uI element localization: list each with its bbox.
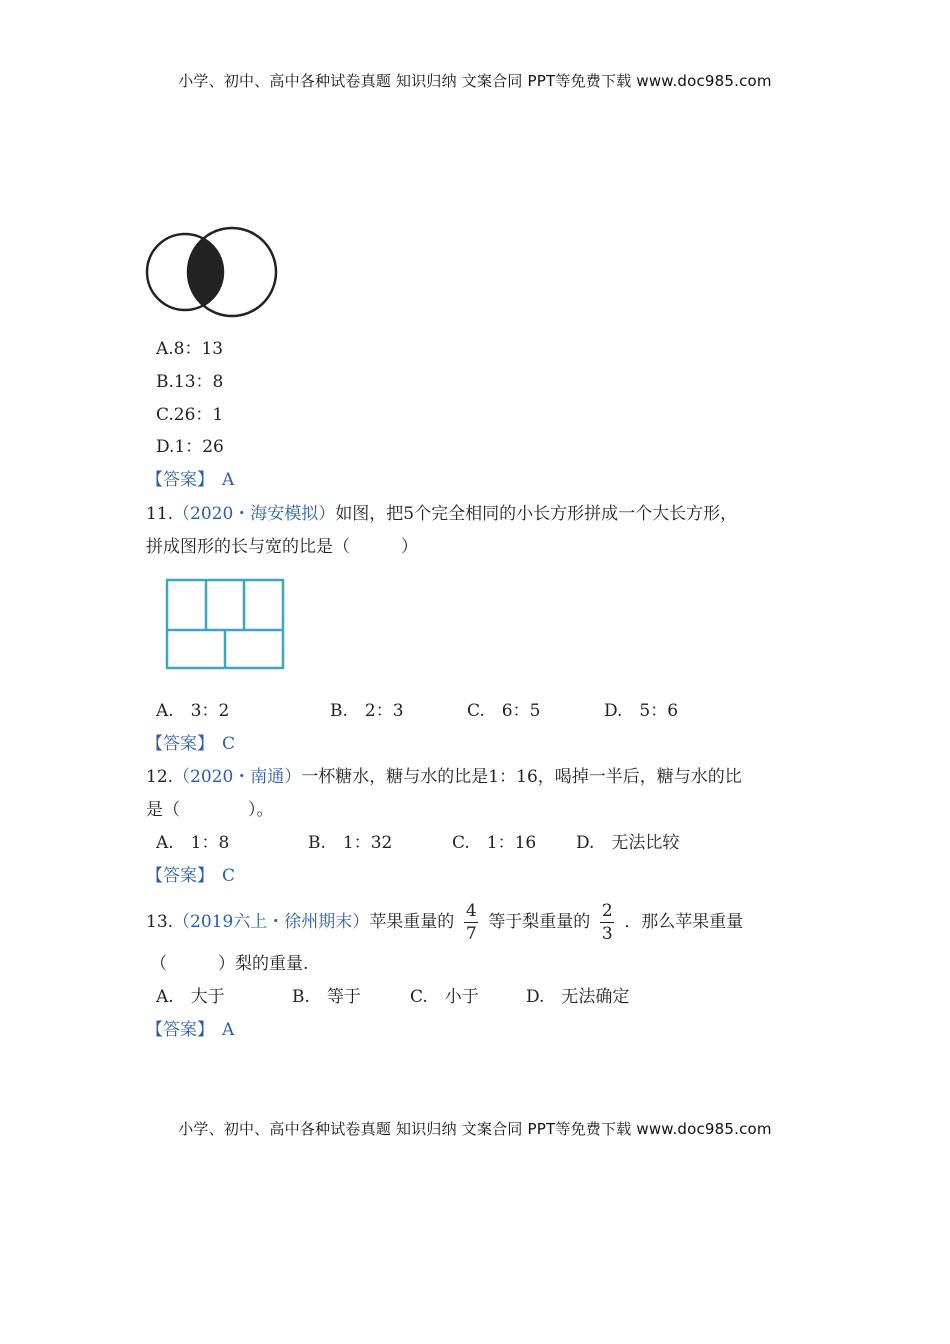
q12-source: （2020・南通） [173,767,302,787]
page-footer: 小学、初中、高中各种试卷真题 知识归纳 文案合同 PPT等免费下载 www.doc985.com [178,1120,772,1138]
q10-option-c: C.26：1 [156,405,224,425]
q11-option-d: D. 5：6 [604,701,679,721]
q12-option-b: B. 1：32 [308,833,393,853]
q13-options [156,985,629,1009]
q11-option-a: A. 3：2 [156,701,230,721]
q11-source: （2020・海安模拟） [173,504,336,524]
q13-option-a: A. 大于 [156,987,225,1007]
q12-number: 12. [146,767,174,787]
answer-value: C [222,734,236,754]
q10-option-d: D.1：26 [156,437,224,457]
q13-option-c: C. 小于 [410,987,479,1007]
overlapping-circles-figure [145,226,280,320]
answer-value: A [222,470,235,490]
rectangle-grid-figure [163,576,287,672]
fraction-denominator: 7 [465,924,477,944]
q13-answer [146,1018,234,1042]
q11-stem-line2: 拼成图形的长与宽的比是（ ） [146,537,418,557]
q12-text1: 一杯糖水，糖与水的比是1：16，喝掉一半后，糖与水的比 [301,767,742,787]
q13-source: （2019六上・徐州期末） [173,912,370,932]
page-header: 小学、初中、高中各种试卷真题 知识归纳 文案合同 PPT等免费下载 www.doc985.com [178,72,772,90]
q10-option-b: B.13：8 [156,372,224,392]
answer-label: 【答案】 [146,866,214,886]
answer-label: 【答案】 [146,734,214,754]
q11-options [156,699,678,723]
q12-stem-line2: 是（ ）。 [146,800,274,820]
q11-option-c: C. 6：5 [467,701,541,721]
answer-label: 【答案】 [146,470,214,490]
q13-number: 13. [146,912,174,932]
q10-answer [146,468,234,492]
fraction-numerator: 4 [465,901,477,921]
q11-option-b: B. 2：3 [330,701,404,721]
answer-value: A [222,1020,235,1040]
q12-option-d: D. 无法比较 [576,833,680,853]
fraction-numerator: 2 [601,901,613,921]
q13-option-b: B. 等于 [292,987,361,1007]
q13-text-a: 苹果重量的 [369,912,455,932]
q13-text-c: ．那么苹果重量 [624,912,744,932]
answer-label: 【答案】 [146,1020,214,1040]
q13-text-b: 等于梨重量的 [488,912,591,932]
q13-stem-line1 [146,900,743,944]
fraction-two-thirds [600,901,614,944]
q12-stem-line1 [146,765,742,789]
q10-option-a: A.8：13 [156,339,224,359]
fraction-four-sevenths [464,901,478,944]
q11-stem-line1 [146,502,737,526]
q12-option-c: C. 1：16 [452,833,537,853]
fraction-denominator: 3 [601,924,613,944]
q11-answer [146,732,235,756]
q12-options [156,831,679,855]
q12-option-a: A. 1：8 [156,833,230,853]
q13-option-d: D. 无法确定 [526,987,630,1007]
q11-text1: 如图，把5个完全相同的小长方形拼成一个大长方形， [335,504,738,524]
q13-stem-line2: （ ）梨的重量. [150,954,309,974]
q12-answer [146,864,235,888]
answer-value: C [222,866,236,886]
q11-number: 11. [146,504,174,524]
